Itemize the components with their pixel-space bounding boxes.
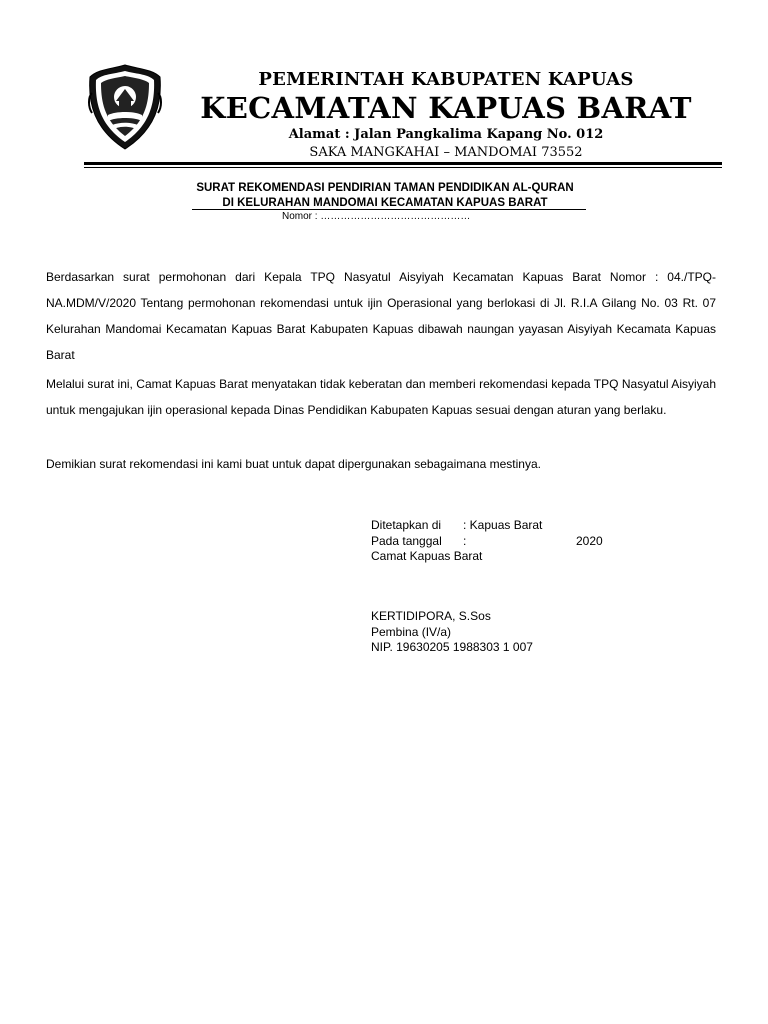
signatory-name: KERTIDIPORA, S.Sos	[371, 609, 491, 623]
letterhead-divider-thin	[84, 167, 722, 168]
letterhead-divider-thick	[84, 162, 722, 165]
date-year: 2020	[576, 534, 603, 548]
signatory-rank: Pembina (IV/a)	[371, 625, 452, 639]
date-colon: :	[463, 534, 467, 548]
subject-line-2: DI KELURAHAN MANDOMAI KECAMATAN KAPUAS BARAT	[222, 197, 548, 209]
letter-number: Nomor : ………………………………………	[282, 211, 471, 222]
signatory-position: Camat Kapuas Barat	[371, 549, 483, 563]
government-title: PEMERINTAH KABUPATEN KAPUAS	[258, 69, 634, 90]
subject-underline	[192, 209, 586, 210]
office-address: Alamat : Jalan Pangkalima Kapang No. 012	[288, 127, 604, 142]
regency-emblem-icon	[86, 63, 164, 151]
body-paragraph-2: Melalui surat ini, Camat Kapuas Barat menyatakan tidak keberatan dan memberi rekomendasi kepada TPQ Nasyatul Aisyiyah untuk mengajukan ijin operasional kepada Dinas Pendidikan Kabupaten Kapuas sesuai dengan aturan yang berlaku.	[46, 377, 716, 417]
date-label: Pada tanggal	[371, 534, 442, 548]
place-label: Ditetapkan di	[371, 518, 442, 532]
postal-address: SAKA MANGKAHAI – MANDOMAI 73552	[309, 145, 583, 160]
signatory-nip: NIP. 19630205 1988303 1 007	[371, 640, 533, 654]
body-paragraph-3: Demikian surat rekomendasi ini kami buat untuk dapat dipergunakan sebagaimana mestinya.	[46, 457, 541, 471]
body-paragraph-1: Berdasarkan surat permohonan dari Kepala TPQ Nasyatul Aisyiyah Kecamatan Kapuas Barat Nomor : 04./TPQ-NA.MDM/V/2020 Tentang permohonan rekomendasi untuk ijin Operasional yang berlokasi di Jl. R.I.A Gilang No. 03 Rt. 07 Kelurahan Mandomai Kecamatan Kapuas Barat Kabupaten Kapuas dibawah naungan yayasan Aisyiyah Kecamata Kapuas Barat	[46, 270, 716, 362]
subject-line-1: SURAT REKOMENDASI PENDIRIAN TAMAN PENDIDIKAN AL-QURAN	[196, 182, 574, 194]
district-title: KECAMATAN KAPUAS BARAT	[200, 91, 692, 125]
place-value: : Kapuas Barat	[463, 518, 543, 532]
